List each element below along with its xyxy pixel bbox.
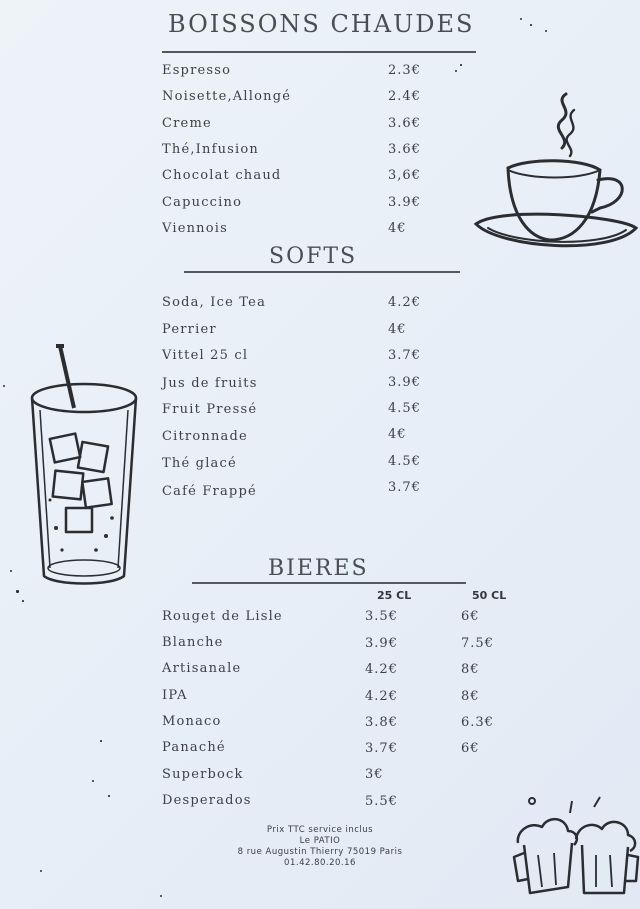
menu-item-price-25cl: 4.2€ [365, 689, 398, 704]
softs-divider [184, 271, 460, 273]
beers-divider [192, 582, 466, 584]
menu-item-price-50cl: 6€ [461, 741, 480, 756]
ink-speck [545, 30, 547, 32]
menu-item-name: Monaco [162, 714, 222, 729]
ink-speck [100, 740, 102, 742]
coffee-cup-illustration [470, 88, 640, 263]
iced-drink-illustration [26, 340, 142, 592]
menu-item-name: Café Frappé [162, 484, 257, 499]
softs-title: SOFTS [269, 244, 358, 269]
menu-item-price-50cl: 6.3€ [461, 715, 494, 730]
ink-speck [160, 895, 162, 897]
menu-item-price: 4€ [388, 427, 407, 442]
menu-item-price: 3.6€ [388, 142, 421, 157]
menu-item-name: Noisette,Allongé [162, 89, 292, 104]
menu-item-price: 2.3€ [388, 63, 421, 78]
hot-drinks-divider [162, 51, 476, 53]
menu-item-price-25cl: 3€ [365, 767, 384, 782]
footer-address: 8 rue Augustin Thierry 75019 Paris [237, 847, 403, 857]
menu-item-name: Soda, Ice Tea [162, 295, 267, 310]
ink-speck [108, 795, 110, 797]
menu-item-name: Perrier [162, 322, 217, 337]
menu-item-price: 4€ [388, 221, 407, 236]
menu-item-name: Creme [162, 116, 212, 131]
menu-item-price: 4.2€ [388, 295, 421, 310]
menu-item-price-50cl: 6€ [461, 609, 480, 624]
menu-item-price-50cl: 8€ [461, 689, 480, 704]
menu-item-name: Thé,Infusion [162, 142, 259, 157]
ink-speck [92, 780, 94, 782]
menu-item-name: Desperados [162, 793, 252, 808]
beers-col-25cl: 25 CL [377, 589, 412, 602]
beers-title: BIERES [268, 556, 369, 581]
menu-item-name: Artisanale [162, 661, 242, 676]
menu-item-name: Jus de fruits [162, 376, 258, 391]
menu-item-price-25cl: 3.7€ [365, 741, 398, 756]
menu-item-name: Espresso [162, 63, 232, 78]
ink-speck [16, 590, 19, 593]
menu-item-price-50cl: 8€ [461, 662, 480, 677]
ink-speck [460, 64, 462, 66]
menu-item-name: Fruit Pressé [162, 402, 258, 417]
menu-item-price-25cl: 3.9€ [365, 636, 398, 651]
menu-item-name: Panaché [162, 740, 226, 755]
menu-item-name: Chocolat chaud [162, 168, 282, 183]
ink-speck [40, 870, 42, 872]
menu-item-name: Rouget de Lisle [162, 609, 283, 624]
ink-speck [10, 570, 12, 572]
menu-item-price: 2.4€ [388, 89, 421, 104]
ink-speck [22, 600, 24, 602]
menu-item-price-25cl: 3.8€ [365, 715, 398, 730]
footer-restaurant-name: Le PATIO [299, 836, 341, 846]
ink-speck [530, 24, 532, 26]
menu-item-price: 4.5€ [388, 401, 421, 416]
menu-item-price-25cl: 3.5€ [365, 609, 398, 624]
ink-speck [3, 385, 5, 387]
menu-item-name: IPA [162, 688, 188, 703]
menu-item-name: Superbock [162, 767, 244, 782]
menu-item-price: 3.7€ [388, 348, 421, 363]
hot-drinks-title: BOISSONS CHAUDES [168, 10, 475, 38]
menu-item-price: 4.5€ [388, 454, 421, 469]
menu-item-name: Viennois [162, 221, 229, 236]
menu-item-price-50cl: 7.5€ [461, 636, 494, 651]
menu-item-name: Capuccino [162, 195, 243, 210]
menu-item-price: 3.9€ [388, 375, 421, 390]
menu-item-price: 3.9€ [388, 195, 421, 210]
menu-item-name: Blanche [162, 635, 224, 650]
ink-speck [520, 18, 522, 20]
footer-prices-note: Prix TTC service inclus [266, 825, 374, 835]
ink-speck [455, 70, 457, 72]
menu-item-name: Citronnade [162, 429, 248, 444]
menu-item-name: Thé glacé [162, 456, 237, 471]
footer-phone: 01.42.80.20.16 [284, 858, 356, 868]
menu-item-price: 3.6€ [388, 116, 421, 131]
menu-item-price-25cl: 5.5€ [365, 794, 398, 809]
menu-item-price-25cl: 4.2€ [365, 662, 398, 677]
menu-item-price: 3,6€ [388, 168, 421, 183]
menu-item-price: 4€ [388, 322, 407, 337]
menu-item-price: 3.7€ [388, 480, 421, 495]
beer-mugs-illustration [510, 795, 640, 900]
menu-item-name: Vittel 25 cl [162, 348, 249, 363]
beers-col-50cl: 50 CL [472, 589, 507, 602]
